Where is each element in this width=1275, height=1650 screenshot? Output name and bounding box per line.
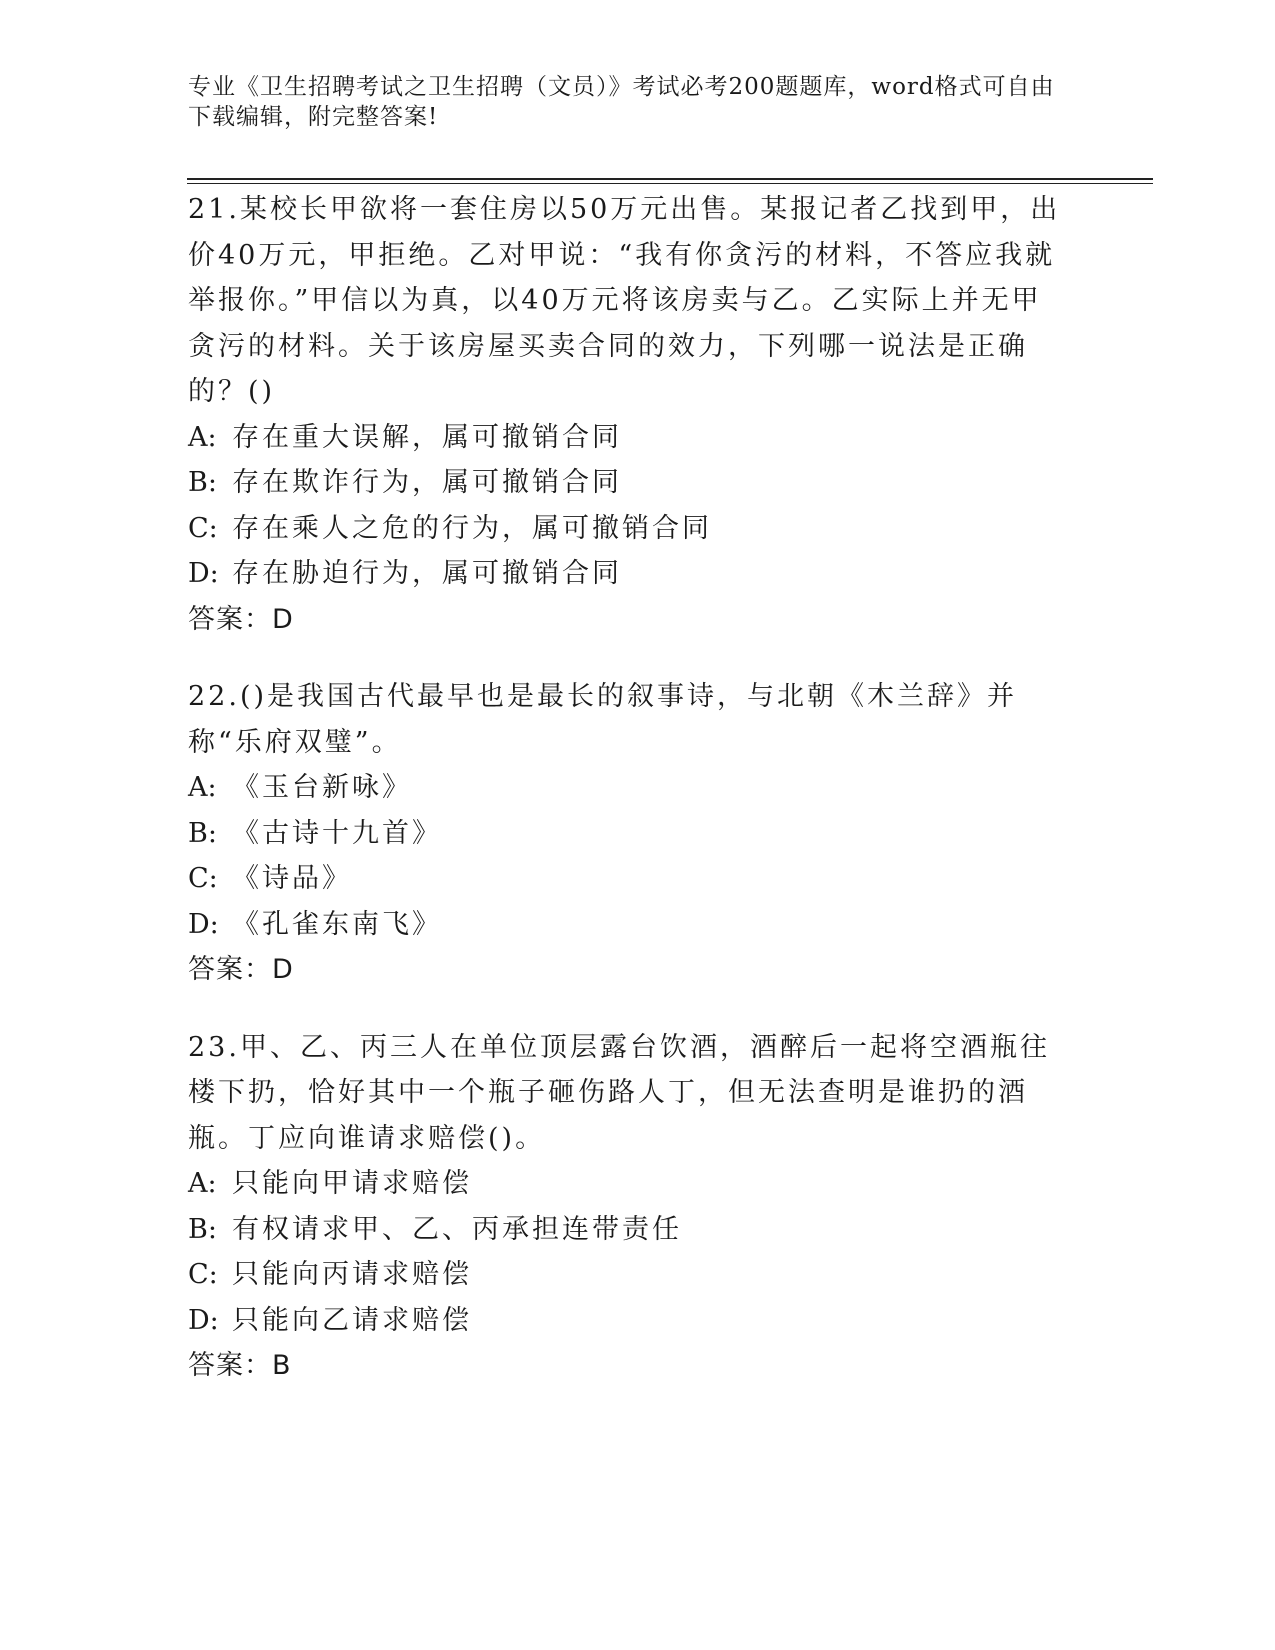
option-d xyxy=(188,1298,1088,1344)
option-letter: A: xyxy=(188,421,217,453)
answer-line xyxy=(188,1343,1088,1389)
option-c xyxy=(188,506,1088,552)
option-letter: C: xyxy=(188,863,218,894)
option-letter: B: xyxy=(188,817,217,849)
option-text: 存在胁迫行为，属可撤销合同 xyxy=(232,558,622,589)
option-c xyxy=(188,856,1088,902)
option-d xyxy=(188,551,1088,597)
option-text: 《孔雀东南飞》 xyxy=(232,908,442,940)
header-divider-thin xyxy=(187,183,1153,184)
question-stem: 21.某校长甲欲将一套住房以50万元出售。某报记者乙找到甲，出价40万元，甲拒绝。乙对甲说：“我有你贪污的材料，不答应我就举报你。”甲信以为真，以40万元将该房卖与乙。乙实际上并无甲贪污的材料。关于该房屋买卖合同的效力，下列哪一说法是正确的？() xyxy=(188,194,1061,407)
question-stem: 22.()是我国古代最早也是最长的叙事诗，与北朝《木兰辞》并称“乐府双璧”。 xyxy=(188,681,1018,758)
answer-label: 答案： xyxy=(188,603,272,635)
answer-line xyxy=(188,597,1088,643)
option-c xyxy=(188,1252,1088,1298)
option-letter: B: xyxy=(188,467,217,498)
option-letter: C: xyxy=(188,1259,218,1290)
option-b xyxy=(188,811,1088,857)
option-text: 《诗品》 xyxy=(232,863,352,894)
option-letter: C: xyxy=(188,512,218,544)
question-22 xyxy=(188,674,1088,993)
answer-value: D xyxy=(272,603,294,635)
header-divider-thick xyxy=(187,178,1153,180)
option-text: 存在乘人之危的行为，属可撤销合同 xyxy=(232,512,712,544)
option-letter: A: xyxy=(188,772,217,803)
answer-value: D xyxy=(272,954,294,985)
document-header: 专业《卫生招聘考试之卫生招聘（文员）》考试必考200题题库，word格式可自由下载编辑，附完整答案! xyxy=(188,74,1055,130)
answer-label: 答案： xyxy=(188,1350,272,1381)
option-letter: D: xyxy=(188,1304,219,1336)
option-text: 《古诗十九首》 xyxy=(232,817,442,849)
option-letter: D: xyxy=(188,558,219,589)
option-text: 《玉台新咏》 xyxy=(232,772,412,803)
option-letter: A: xyxy=(188,1168,217,1199)
answer-value: B xyxy=(272,1350,292,1381)
option-text: 存在欺诈行为，属可撤销合同 xyxy=(232,467,622,498)
question-23 xyxy=(188,1025,1088,1389)
option-letter: B: xyxy=(188,1213,217,1245)
question-21 xyxy=(188,187,1088,642)
option-text: 只能向甲请求赔偿 xyxy=(232,1168,472,1199)
option-text: 只能向丙请求赔偿 xyxy=(232,1259,472,1290)
question-stem: 23.甲、乙、丙三人在单位顶层露台饮酒，酒醉后一起将空酒瓶往楼下扔，恰好其中一个瓶子砸伤路人丁，但无法查明是谁扔的酒瓶。丁应向谁请求赔偿()。 xyxy=(188,1031,1050,1154)
answer-label: 答案： xyxy=(188,954,272,985)
option-a xyxy=(188,415,1088,461)
option-text: 存在重大误解，属可撤销合同 xyxy=(232,421,622,453)
option-text: 有权请求甲、乙、丙承担连带责任 xyxy=(232,1213,682,1245)
option-a xyxy=(188,765,1088,811)
answer-line xyxy=(188,947,1088,993)
option-letter: D: xyxy=(188,908,219,940)
option-a xyxy=(188,1161,1088,1207)
option-b xyxy=(188,1207,1088,1253)
option-b xyxy=(188,460,1088,506)
option-d xyxy=(188,902,1088,948)
option-text: 只能向乙请求赔偿 xyxy=(232,1304,472,1336)
question-list xyxy=(188,187,1088,1421)
